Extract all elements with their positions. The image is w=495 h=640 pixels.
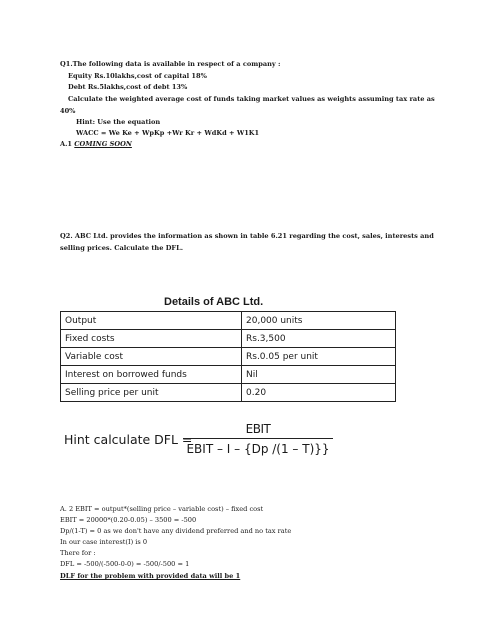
table-cell: 20,000 units (242, 312, 396, 330)
q1-hint: Hint: Use the equation (76, 118, 161, 126)
table-cell: Variable cost (61, 348, 242, 366)
coming-soon-link[interactable]: COMING SOON (74, 140, 132, 148)
table-row (61, 366, 396, 384)
q1-equity: Equity Rs.10lakhs,cost of capital 18% (68, 72, 207, 80)
table-cell: 0.20 (242, 384, 396, 402)
table-cell: Nil (242, 366, 396, 384)
a2-line4: In our case interest(I) is 0 (60, 538, 148, 546)
table-row (61, 312, 396, 330)
a2-line3: Dp/(1-T) = 0 as we don't have any dividend preferred and no tax rate (60, 527, 292, 535)
fraction-bar (183, 438, 333, 439)
table-row (61, 330, 396, 348)
a2-conclusion: DLF for the problem with provided data will be 1 (60, 572, 241, 580)
dfl-denominator: EBIT – I – {Dp /(1 – T)}} (186, 442, 330, 456)
q1-debt: Debt Rs.5lakhs,cost of debt 13% (68, 83, 188, 91)
table-cell: Fixed costs (61, 330, 242, 348)
table-cell: Rs.3,500 (242, 330, 396, 348)
a2-line1: A. 2 EBIT = output*(selling price – variable cost) – fixed cost (60, 505, 264, 513)
dfl-formula (183, 422, 333, 456)
details-table (60, 311, 396, 402)
table-cell: Output (61, 312, 242, 330)
dfl-numerator: EBIT (245, 422, 271, 436)
q1-answer-prefix: A.1 (60, 140, 75, 148)
table-title: Details of ABC Ltd. (164, 296, 264, 308)
q1-calc-line1: Calculate the weighted average cost of funds taking market values as weights assuming tax rate as (68, 95, 435, 103)
q1-formula: WACC = We Ke + WpKp +Wr Kr + WdKd + W1K1 (76, 129, 260, 137)
q2-question-line1: Q2. ABC Ltd. provides the information as shown in table 6.21 regarding the cost, sales, interests and (60, 232, 434, 240)
table-cell: Interest on borrowed funds (61, 366, 242, 384)
a2-line6: DFL = -500/(-500-0-0) = -500/-500 = 1 (60, 560, 190, 568)
a2-line2: EBIT = 20000*(0.20-0.05) – 3500 = -500 (60, 516, 197, 524)
q2-question-line2: selling prices. Calculate the DFL. (60, 244, 184, 252)
a2-line5: There for : (60, 549, 96, 557)
dfl-hint-label: Hint calculate DFL = (64, 432, 193, 447)
q1-answer (60, 140, 132, 149)
q1-calc-line2: 40% (60, 107, 76, 115)
table-row (61, 384, 396, 402)
table-row (61, 348, 396, 366)
table-cell: Selling price per unit (61, 384, 242, 402)
table-cell: Rs.0.05 per unit (242, 348, 396, 366)
q1-title: Q1.The following data is available in respect of a company : (60, 60, 281, 68)
